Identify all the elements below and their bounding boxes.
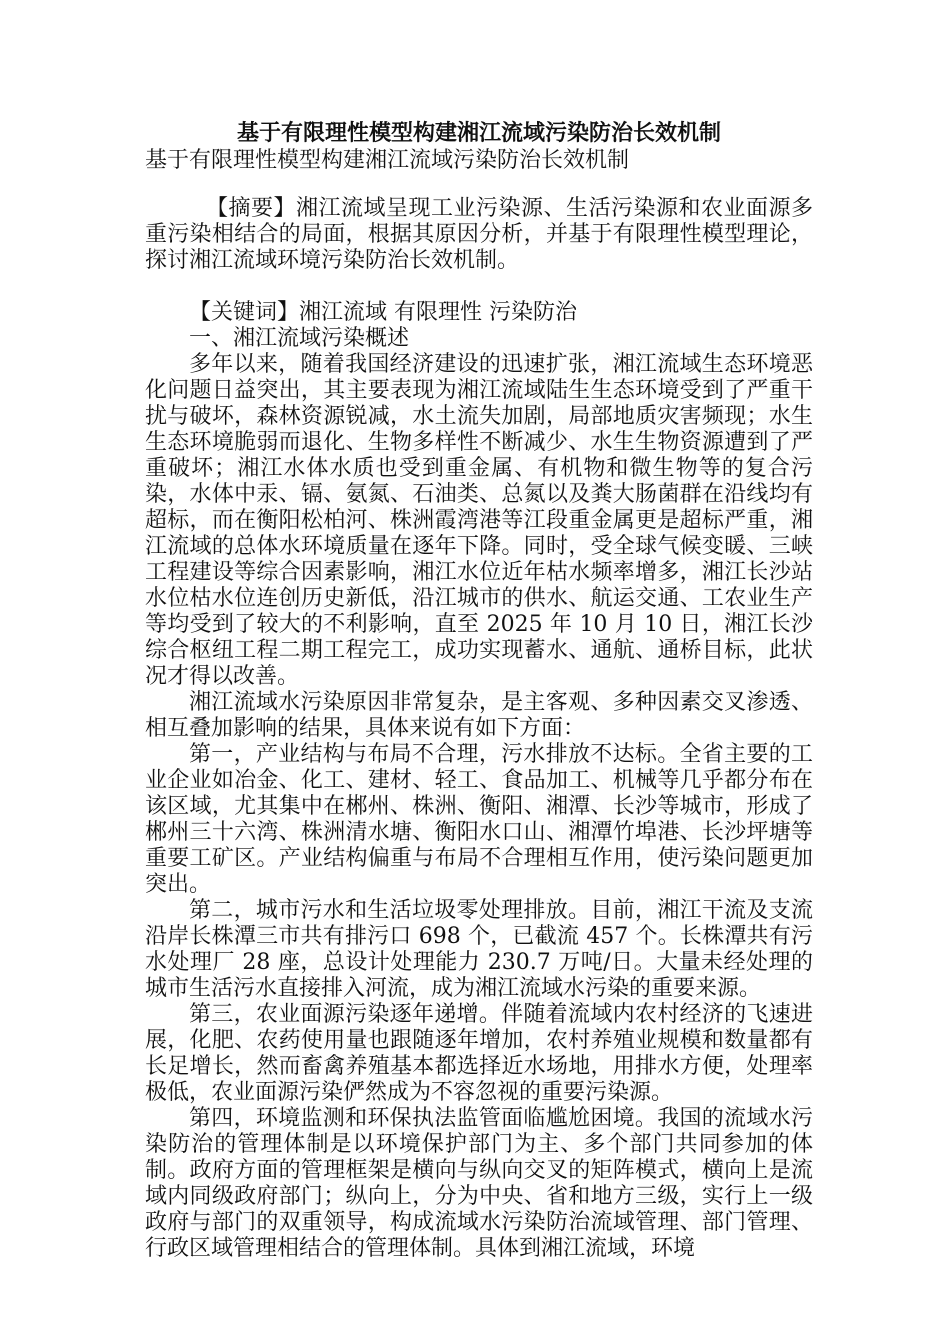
document-title: 基于有限理性模型构建湘江流域污染防治长效机制 bbox=[236, 120, 721, 146]
body-paragraph: 湘江流域水污染原因非常复杂，是主客观、多种因素交叉渗透、相互叠加影响的结果，具体来说有如下方面： bbox=[145, 690, 813, 741]
body-paragraph: 第一，产业结构与布局不合理，污水排放不达标。全省主要的工业企业如冶金、化工、建材、轻工、食品加工、机械等几乎都分布在该区域，尤其集中在郴州、株洲、衡阳、湘潭、长沙等城市，形成了郴州三十六湾、株洲清水塘、衡阳水口山、湘潭竹埠港、长沙坪塘等重要工矿区。产业结构偏重与布局不合理相互作用，使污染问题更加突出。 bbox=[145, 742, 813, 897]
document-page bbox=[145, 118, 813, 1262]
keywords-line: 【关键词】湘江流域 有限理性 污染防治 bbox=[189, 300, 577, 325]
body-paragraph: 第四，环境监测和环保执法监管面临尴尬困境。我国的流域水污染防治的管理体制是以环境保护部门为主、多个部门共同参加的体制。政府方面的管理框架是横向与纵向交叉的矩阵模式，横向上是流域内同级政府部门；纵向上，分为中央、省和地方三级，实行上一级政府与部门的双重领导，构成流域水污染防治流域管理、部门管理、行政区域管理相结合的管理体制。具体到湘江流域，环境 bbox=[145, 1106, 813, 1261]
body-paragraph: 多年以来，随着我国经济建设的迅速扩张，湘江流域生态环境恶化问题日益突出，其主要表现为湘江流域陆生生态环境受到了严重干扰与破坏，森林资源锐减，水土流失加剧，局部地质灾害频现；水生生态环境脆弱而退化、生物多样性不断减少、水生生物资源遭到了严重破坏；湘江水体水质也受到重金属、有机物和微生物等的复合污染，水体中汞、镉、氨氮、石油类、总氮以及粪大肠菌群在沿线均有超标，而在衡阳松柏河、株洲霞湾港等江段重金属更是超标严重，湘江流域的总体水环境质量在逐年下降。同时，受全球气候变暖、三峡工程建设等综合因素影响，湘江水位近年枯水频率增多，湘江长沙站水位枯水位连创历史新低，沿江城市的供水、航运交通、工农业生产等均受到了较大的不利影响，直至 2025 年 10 月 10 日，湘江长沙综合枢纽工程二期工程完工，成功实现蓄水、通航、通桥目标，此状况才得以改善。 bbox=[145, 352, 813, 689]
body-paragraph: 第三，农业面源污染逐年递增。伴随着流域内农村经济的飞速进展，化肥、农药使用量也跟随逐年增加，农村养殖业规模和数量都有长足增长，然而畜禽养殖基本都选择近水场地，用排水方便，处理率极低，农业面源污染俨然成为不容忽视的重要污染源。 bbox=[145, 1002, 813, 1105]
body-paragraph: 第二，城市污水和生活垃圾零处理排放。目前，湘江干流及支流沿岸长株潭三市共有排污口 698 个，已截流 457 个。长株潭共有污水处理厂 28 座，总设计处理能力 230.7 万吨/日。大量未经处理的城市生活污水直接排入河流，成为湘江流域水污染的重要来源。 bbox=[145, 898, 813, 1001]
document-subtitle: 基于有限理性模型构建湘江流域污染防治长效机制 bbox=[145, 148, 630, 173]
abstract-paragraph: 【摘要】湘江流域呈现工业污染源、生活污染源和农业面源多重污染相结合的局面，根据其原因分析，并基于有限理性模型理论，探讨湘江流域环境污染防治长效机制。 bbox=[145, 196, 813, 273]
section-heading: 一、湘江流域污染概述 bbox=[189, 326, 410, 351]
